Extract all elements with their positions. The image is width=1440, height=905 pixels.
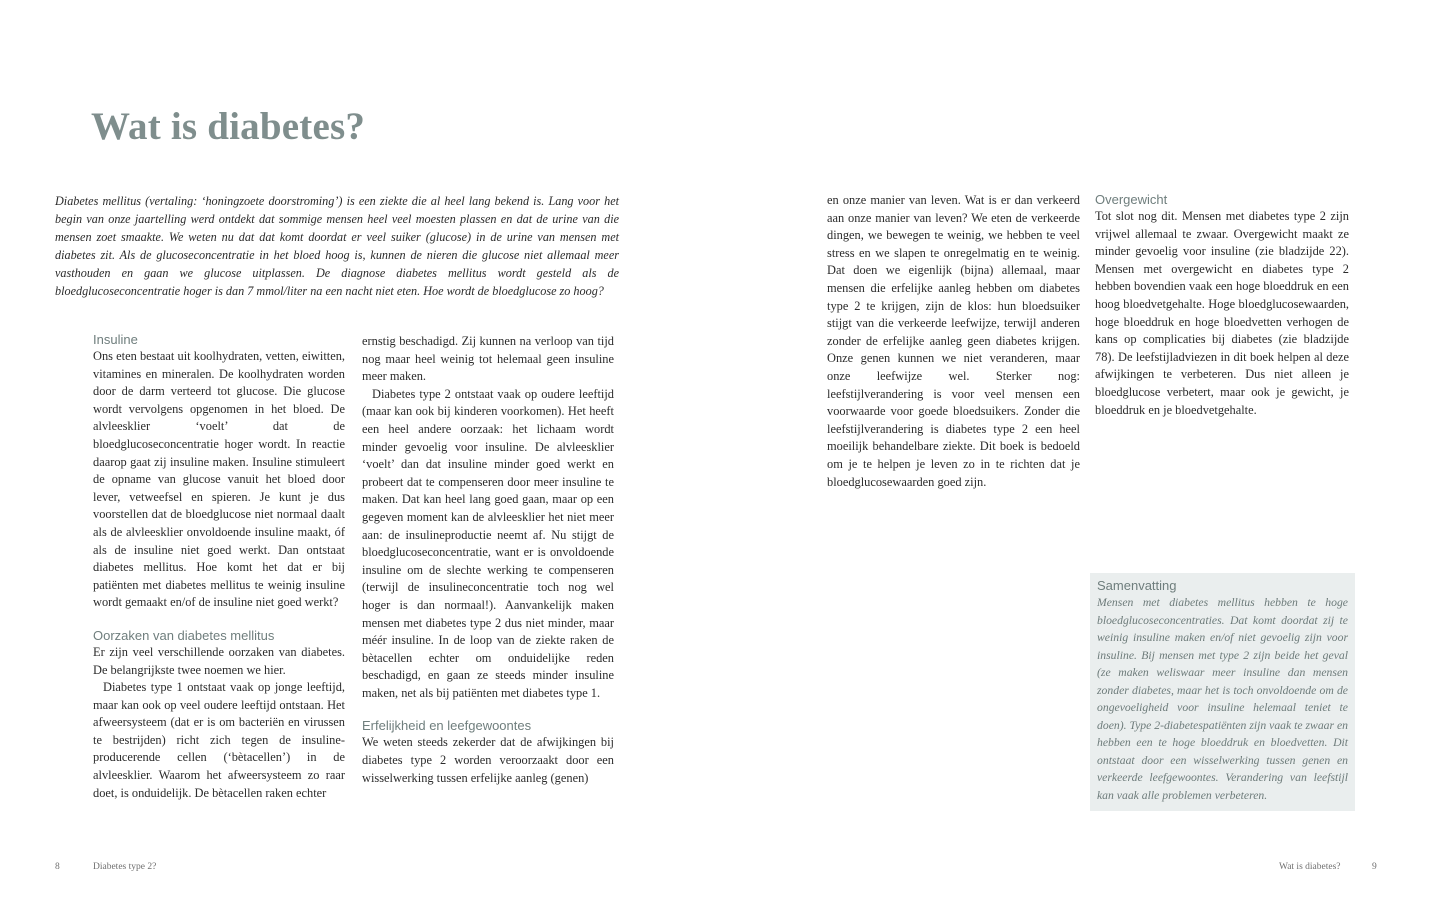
middle-column [362, 333, 614, 787]
right-page-column-2 [1095, 191, 1349, 419]
leefwijze-paragraph: en onze manier van leven. Wat is er dan verkeerd aan onze manier van leven? We eten de verkeerde dingen, we bewegen te weinig, we hebben te veel stress en we slapen te onregelmatig en te weinig. Dat doen we eigenlijk (bijna) allemaal, maar mensen die erfelijke aanleg hebben om diabetes type 2 te krijgen, zijn de klos: hun bloedsuiker stijgt van die verkeerde leefwijze, terwijl anderen zonder de erfelijke aanleg geen diabetes krijgen. Onze genen kunnen we niet veranderen, maar onze leefwijze wel. Sterker nog: leefstijlverandering is voor veel mensen een voorwaarde voor goede bloedsuikers. Zonder die leefstijlverandering is diabetes type 2 een heel moeilijk behandelbare ziekte. Dit boek is bedoeld om je te helpen je leven zo in te richten dat je bloedglucosewaarden goed zijn. [827, 193, 1080, 489]
intro-paragraph: Diabetes mellitus (vertaling: ‘honingzoete doorstroming’) is een ziekte die al heel lang bekend is. Lang voor het begin van onze jaartelling werd ontdekt dat sommige mensen heel veel moesten plassen en dat de urine van die mensen zoet smaakte. We weten nu dat dat komt doordat er veel suiker (glucose) in de urine van mensen met diabetes zit. Als de glucoseconcentratie in het bloed hoog is, kunnen de nieren die glucose niet allemaal meer vasthouden en gaan we glucose uitplassen. De diagnose diabetes mellitus wordt gesteld als de bloedglucoseconcentratie hoger is dan 7 mmol/liter na een nacht niet eten. Hoe wordt de bloedglucose zo hoog? [55, 194, 619, 298]
summary-heading: Samenvatting [1097, 578, 1177, 593]
mid-paragraph-1: ernstig beschadigd. Zij kunnen na verloop van tijd nog maar heel weinig tot helemaal geen insuline meer maken. [362, 334, 614, 384]
oorzaken-paragraph-2: Diabetes type 1 ontstaat vaak op jonge leeftijd, maar kan ook op veel oudere leeftijd ontstaan. Het afweersysteem (dat er is om bacteriën en virussen te bestrijden) richt zich tegen de insuline-producerende cellen (‘bètacellen’) in de alvleesklier. Waarom het afweersysteem zo raar doet, is onduidelijk. De bètacellen raken echter [93, 680, 345, 800]
left-running-title: Diabetes type 2? [93, 862, 157, 872]
right-page-column-1 [827, 192, 1080, 491]
summary-text: Mensen met diabetes mellitus hebben te hoge bloedglucoseconcentraties. Dat komt doordat zij te weinig insuline maken en/of niet gevoelig zijn voor insuline. Bij mensen met type 2 zijn beide het geval (ze maken weliswaar meer insuline dan mensen zonder diabetes, maar het is toch onvoldoende om de ongevoeligheid voor insuline helemaal teniet te doen). Type 2-diabetespatiënten zijn vaak te zwaar en hebben een te hoge bloeddruk en bloedvetten. Dit ontstaat door een wisselwerking tussen genen en verkeerde leefgewoontes. Verandering van leefstijl kan vaak alle problemen verbeteren. [1097, 596, 1349, 802]
heading-erfelijkheid: Erfelijkheid en leefgewoontes [362, 718, 532, 734]
oorzaken-paragraph-1: Er zijn veel verschillende oorzaken van diabetes. De belangrijkste twee noemen we hier. [93, 644, 345, 677]
erfelijkheid-paragraph: We weten steeds zekerder dat de afwijkingen bij diabetes type 2 worden veroorzaakt door een wisselwerking tussen erfelijke aanleg (genen) [362, 735, 614, 785]
left-column [93, 331, 345, 802]
right-page-number: 9 [1372, 862, 1377, 872]
mid-paragraph-2: Diabetes type 2 ontstaat vaak op oudere leeftijd (maar kan ook bij kinderen voorkomen). Het heeft een heel andere oorzaak: het lichaam wordt minder gevoelig voor insuline. De alvleesklier ‘voelt’ dan dat insuline minder goed werkt en probeert dat te compenseren door meer insuline te maken. Dat kan heel lang goed gaan, maar op een gegeven moment kan de alvleesklier het niet meer aan: de insulineproductie neemt af. Nu stijgt de bloedglucoseconcentratie, want er is onvoldoende insuline om de slechte werking te compenseren (terwijl de insulineconcentratie toch nog wel hoger is dan normaal!). Aanvankelijk maken mensen met diabetes type 2 dus niet minder, maar méér insuline. In de loop van de ziekte raken de bètacellen echter om onduidelijke reden beschadigd, en gaan ze steeds minder insuline maken, net als bij patiënten met diabetes type 1. [362, 386, 614, 700]
left-page-number: 8 [55, 862, 60, 872]
heading-overgewicht: Overgewicht [1095, 192, 1168, 207]
right-running-title: Wat is diabetes? [1279, 862, 1341, 872]
overgewicht-paragraph: Tot slot nog dit. Mensen met diabetes type 2 zijn vrijwel allemaal te zwaar. Overgewicht maakt ze minder gevoelig voor insuline (zie bladzijde 22). Mensen met overgewicht en diabetes type 2 hebben bovendien vaak een hoge bloeddruk en een hoog bloedvetgehalte. Hoge bloedglucosewaarden, hoge bloeddruk en hoge bloedvetten verhogen de kans op complicaties bij diabetes (zie bladzijde 78). De leefstijladviezen in dit boek helpen al deze afwijkingen te verbeteren. Dus niet alleen je bloedglucose verbetert, maar ook je gewicht, je bloeddruk en je bloedvetgehalte. [1095, 209, 1349, 417]
summary-box [1090, 573, 1355, 811]
insuline-paragraph: Ons eten bestaat uit koolhydraten, vetten, eiwitten, vitamines en mineralen. De koolhydraten worden door de darm verteerd tot glucose. Die glucose wordt vervolgens opgenomen in het bloed. De alvleesklier ‘voelt’ dat de bloedglucoseconcentratie hoger wordt. In reactie daarop gaat zij insuline maken. Insuline stimuleert de opname van glucose vanuit het bloed door lever, vetweefsel en spieren. Je kunt je dus voorstellen dat de bloedglucose niet normaal daalt als de alvleesklier onvoldoende insuline maakt, óf als de insuline niet goed werkt. Dan ontstaat diabetes mellitus. Hoe komt het dat er bij patiënten met diabetes mellitus te weinig insuline wordt gemaakt en/of de insuline niet goed werkt? [93, 349, 345, 610]
page-title: Wat is diabetes? [91, 105, 366, 148]
heading-oorzaken: Oorzaken van diabetes mellitus [93, 627, 275, 643]
heading-insuline: Insuline [93, 332, 138, 347]
